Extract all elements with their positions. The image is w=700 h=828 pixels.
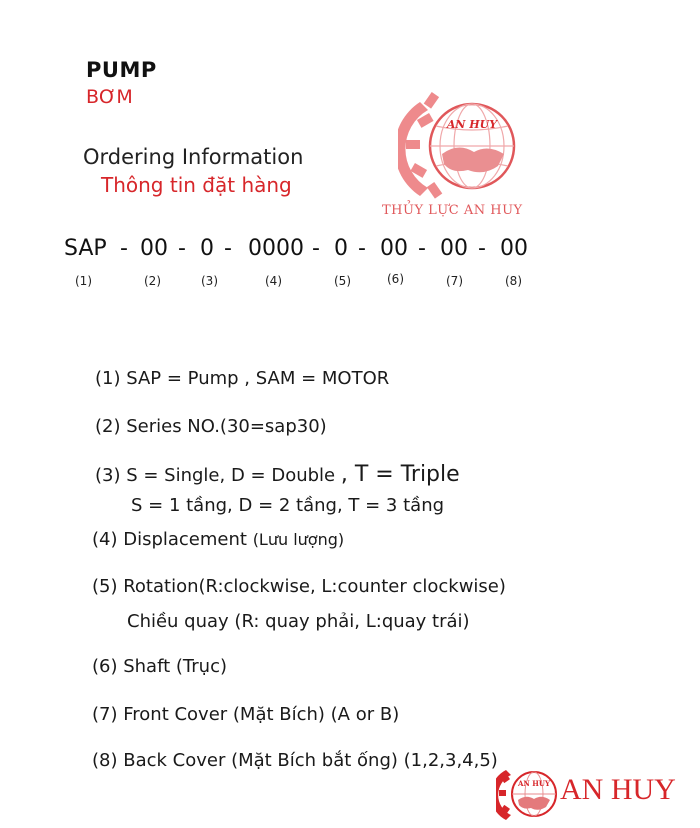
code-segment: 00 xyxy=(500,236,528,261)
code-separator: - xyxy=(418,236,426,261)
small-logo-text: AN HUY xyxy=(518,779,550,788)
code-segment: 00 xyxy=(380,236,408,261)
legend-item-4-text: (4) Displacement xyxy=(92,529,253,550)
legend-item-3-text: (3) S = Single, D = Double xyxy=(95,465,341,486)
code-separator: - xyxy=(178,236,186,261)
legend-item-3-triple: , T = Triple xyxy=(340,462,460,487)
legend-item-2: (2) Series NO.(30=sap30) xyxy=(95,416,327,437)
legend-item-1: (1) SAP = Pump , SAM = MOTOR xyxy=(95,368,390,389)
code-separator: - xyxy=(358,236,366,261)
legend-item-3 xyxy=(95,462,460,487)
legend-item-7: (7) Front Cover (Mặt Bích) (A or B) xyxy=(92,704,400,725)
brand-name: AN HUY xyxy=(560,773,676,806)
code-segment: 00 xyxy=(140,236,168,261)
legend-item-5-vi: Chiều quay (R: quay phải, L:quay trái) xyxy=(127,611,470,632)
code-index: (8) xyxy=(505,274,522,288)
logo-globe-text: AN HUY xyxy=(446,118,498,131)
code-index: (3) xyxy=(201,274,218,288)
ordering-code xyxy=(64,236,544,266)
an-huy-logo-icon xyxy=(398,84,530,216)
an-huy-small-logo-icon xyxy=(496,764,562,826)
legend-item-5: (5) Rotation(R:clockwise, L:counter clockwise) xyxy=(92,576,506,597)
code-segment: 0000 xyxy=(248,236,304,261)
code-index: (6) xyxy=(387,272,404,286)
title-pump-vi: BƠM xyxy=(86,86,133,108)
code-segment: 0 xyxy=(200,236,214,261)
code-index: (1) xyxy=(75,274,92,288)
code-separator: - xyxy=(312,236,320,261)
code-segment: 0 xyxy=(334,236,348,261)
legend-item-8: (8) Back Cover (Mặt Bích bắt ống) (1,2,3,4,5) xyxy=(92,750,498,771)
code-index: (7) xyxy=(446,274,463,288)
code-segment: SAP xyxy=(64,236,107,261)
code-index: (4) xyxy=(265,274,282,288)
code-index: (5) xyxy=(334,274,351,288)
legend-item-3-vi: S = 1 tầng, D = 2 tầng, T = 3 tầng xyxy=(131,495,445,516)
legend-item-4 xyxy=(92,529,344,550)
code-segment: 00 xyxy=(440,236,468,261)
legend-item-4-vi: (Lưu lượng) xyxy=(252,530,345,549)
legend-item-6: (6) Shaft (Trục) xyxy=(92,656,227,677)
heading-ordering-vi: Thông tin đặt hàng xyxy=(101,173,292,197)
code-separator: - xyxy=(478,236,486,261)
code-separator: - xyxy=(120,236,128,261)
logo-caption: THỦY LỰC AN HUY xyxy=(382,203,523,218)
code-index: (2) xyxy=(144,274,161,288)
heading-ordering-en: Ordering Information xyxy=(83,145,304,169)
title-pump-en: PUMP xyxy=(86,58,157,82)
code-separator: - xyxy=(224,236,232,261)
